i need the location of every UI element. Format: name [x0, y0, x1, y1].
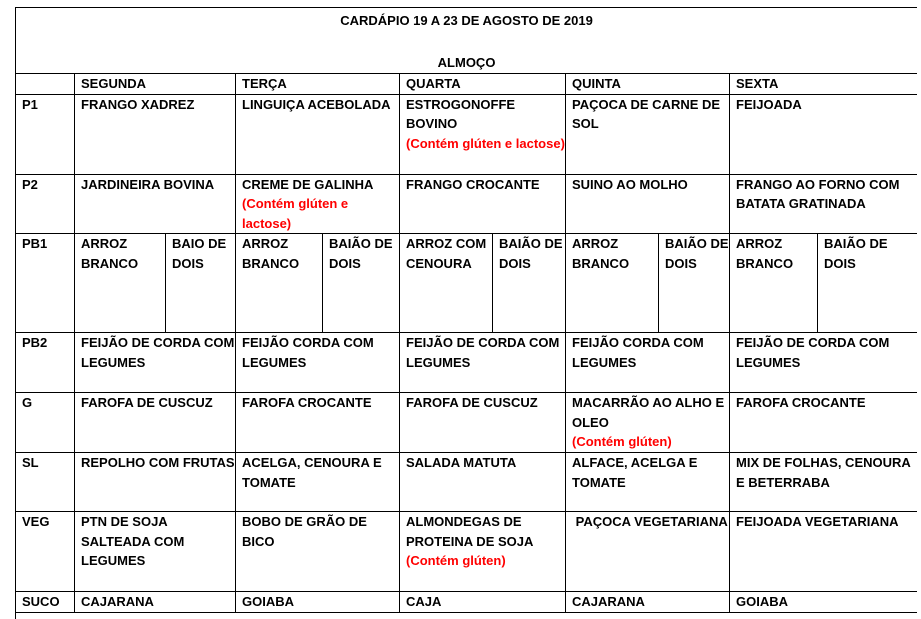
row-label: P2 — [16, 174, 75, 234]
menu-cell: FEIJÃO DE CORDA COM LEGUMES — [400, 333, 566, 393]
cut-off-cell — [16, 612, 918, 619]
menu-cell: ALFACE, ACELGA E TOMATE — [566, 453, 730, 512]
menu-cell: BAIO DE DOIS — [166, 234, 236, 333]
menu-cell — [236, 174, 400, 234]
menu-row-p1 — [16, 94, 918, 174]
day-header-friday: SEXTA — [730, 74, 918, 95]
menu-cell: ARROZ BRANCO — [236, 234, 323, 333]
menu-cell: FRANGO CROCANTE — [400, 174, 566, 234]
menu-cell: FEIJOADA — [730, 94, 918, 174]
menu-cell: ARROZ BRANCO — [566, 234, 659, 333]
menu-row-p2 — [16, 174, 918, 234]
menu-cell: FRANGO XADREZ — [75, 94, 236, 174]
row-label: PB2 — [16, 333, 75, 393]
title-cell — [16, 8, 918, 74]
menu-row-sl — [16, 453, 918, 512]
header-corner-cell — [16, 74, 75, 95]
row-label: VEG — [16, 512, 75, 592]
days-header-row — [16, 74, 918, 95]
menu-row-pb1 — [16, 234, 918, 333]
menu-cell: LINGUIÇA ACEBOLADA — [236, 94, 400, 174]
menu-cell: BAIÃO DE DOIS — [493, 234, 566, 333]
menu-cell: ARROZ COM CENOURA — [400, 234, 493, 333]
menu-cell: ARROZ BRANCO — [730, 234, 818, 333]
menu-cell — [566, 393, 730, 453]
row-label: SUCO — [16, 592, 75, 613]
allergen-warning: (Contém glúten) — [406, 553, 506, 568]
dish-name: CREME DE GALINHA — [242, 176, 374, 192]
row-label: G — [16, 393, 75, 453]
menu-cell: PAÇOCA DE CARNE DE SOL — [566, 94, 730, 174]
dish-name: ALMONDEGAS DE PROTEINA DE SOJA — [406, 514, 534, 549]
menu-cell — [400, 94, 566, 174]
day-header-tuesday: TERÇA — [236, 74, 400, 95]
menu-sheet — [15, 7, 917, 619]
menu-cell: SUINO AO MOLHO — [566, 174, 730, 234]
menu-cell: FEIJÃO DE CORDA COM LEGUMES — [730, 333, 918, 393]
menu-cell: FEIJÃO CORDA COM LEGUMES — [236, 333, 400, 393]
row-label: P1 — [16, 94, 75, 174]
menu-cell: JARDINEIRA BOVINA — [75, 174, 236, 234]
menu-cell: REPOLHO COM FRUTAS — [75, 453, 236, 512]
allergen-warning: (Contém glúten) — [572, 434, 672, 449]
menu-cell: FAROFA DE CUSCUZ — [400, 393, 566, 453]
menu-cell: PAÇOCA VEGETARIANA — [566, 512, 730, 592]
menu-cell: CAJARANA — [75, 592, 236, 613]
menu-subtitle: ALMOÇO — [437, 55, 496, 70]
menu-cell: GOIABA — [236, 592, 400, 613]
day-header-monday: SEGUNDA — [75, 74, 236, 95]
dish-name: MACARRÃO AO ALHO E OLEO — [572, 395, 725, 430]
day-header-thursday: QUINTA — [566, 74, 730, 95]
day-header-wednesday: QUARTA — [400, 74, 566, 95]
menu-cell: FEIJÃO DE CORDA COM LEGUMES — [75, 333, 236, 393]
row-label: SL — [16, 453, 75, 512]
menu-cell: FAROFA DE CUSCUZ — [75, 393, 236, 453]
menu-table — [15, 7, 917, 619]
title-row — [16, 8, 918, 74]
menu-cell — [400, 512, 566, 592]
menu-cell: PTN DE SOJA SALTEADA COM LEGUMES — [75, 512, 236, 592]
menu-cell: GOIABA — [730, 592, 918, 613]
menu-title: CARDÁPIO 19 A 23 DE AGOSTO DE 2019 — [340, 13, 593, 28]
menu-cell: BOBO DE GRÃO DE BICO — [236, 512, 400, 592]
menu-row-veg — [16, 512, 918, 592]
allergen-warning: (Contém glúten e lactose) — [242, 196, 349, 231]
menu-cell: SALADA MATUTA — [400, 453, 566, 512]
menu-cell: BAIÃO DE DOIS — [818, 234, 918, 333]
menu-row-pb2 — [16, 333, 918, 393]
menu-row-suco — [16, 592, 918, 613]
cut-off-row — [16, 612, 918, 619]
menu-cell: CAJARANA — [566, 592, 730, 613]
menu-cell: FAROFA CROCANTE — [730, 393, 918, 453]
menu-cell: CAJA — [400, 592, 566, 613]
menu-cell: ACELGA, CENOURA E TOMATE — [236, 453, 400, 512]
menu-cell: MIX DE FOLHAS, CENOURA E BETERRABA — [730, 453, 918, 512]
menu-cell: FAROFA CROCANTE — [236, 393, 400, 453]
dish-name: ESTROGONOFFE BOVINO — [406, 96, 516, 131]
allergen-warning: (Contém glúten e lactose) — [406, 135, 565, 151]
menu-cell: FRANGO AO FORNO COM BATATA GRATINADA — [730, 174, 918, 234]
menu-cell: BAIÃO DE DOIS — [323, 234, 400, 333]
menu-cell: FEIJOADA VEGETARIANA — [730, 512, 918, 592]
menu-cell: BAIÃO DE DOIS — [659, 234, 730, 333]
menu-cell: ARROZ BRANCO — [75, 234, 166, 333]
menu-row-g — [16, 393, 918, 453]
row-label: PB1 — [16, 234, 75, 333]
menu-cell: FEIJÃO CORDA COM LEGUMES — [566, 333, 730, 393]
